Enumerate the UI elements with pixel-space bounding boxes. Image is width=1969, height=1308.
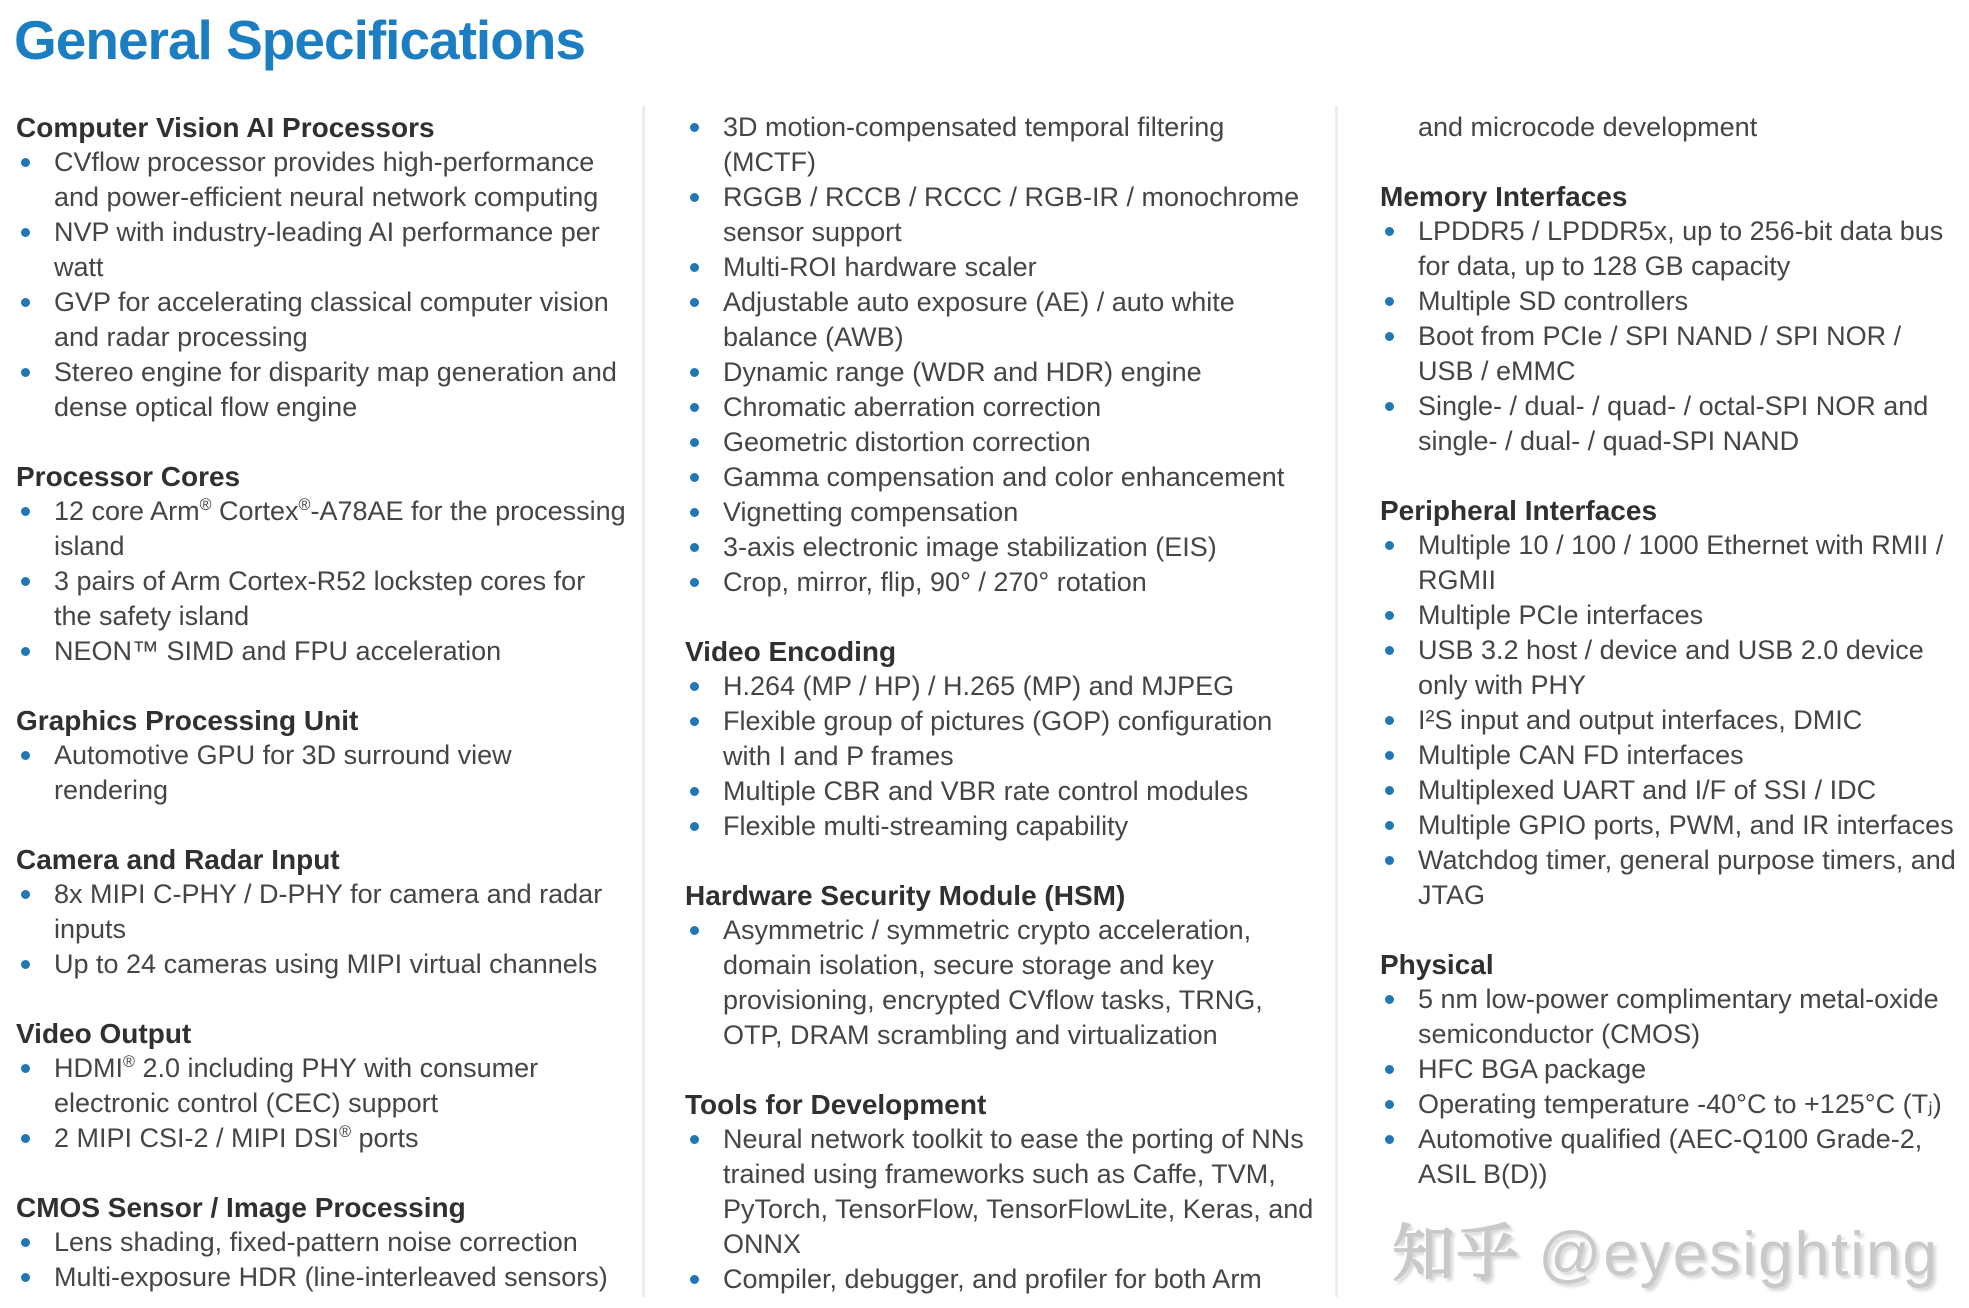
spec-item: Automotive GPU for 3D surround view rendering	[16, 738, 630, 808]
spec-item: Automotive qualified (AEC-Q100 Grade-2, ASIL B(D))	[1380, 1122, 1963, 1192]
spec-item: Vignetting compensation	[685, 495, 1323, 530]
spec-list	[16, 877, 630, 982]
spec-item: Neural network toolkit to ease the porting of NNs trained using frameworks such as Caffe, TVM, PyTorch, TensorFlow, TensorFlowLite, Keras, and ONNX	[685, 1122, 1323, 1262]
spec-item: Asymmetric / symmetric crypto acceleration, domain isolation, secure storage and key provisioning, encrypted CVflow tasks, TRNG, OTP, DRAM scrambling and virtualization	[685, 913, 1323, 1053]
section-heading: Video Encoding	[685, 636, 897, 667]
spec-item: Adjustable auto exposure (AE) / auto white balance (AWB)	[685, 285, 1323, 355]
spec-item: 3 pairs of Arm Cortex-R52 lockstep cores for the safety island	[16, 564, 630, 634]
spec-item: 8x MIPI C-PHY / D-PHY for camera and radar inputs	[16, 877, 630, 947]
spec-item: 5 nm low-power complimentary metal-oxide semiconductor (CMOS)	[1380, 982, 1963, 1052]
spec-item: NEON™ SIMD and FPU acceleration	[16, 634, 630, 669]
section-heading: Graphics Processing Unit	[16, 705, 359, 736]
spec-item: USB 3.2 host / device and USB 2.0 device only with PHY	[1380, 633, 1963, 703]
spec-list	[685, 669, 1323, 844]
spec-list	[685, 110, 1323, 600]
spec-list	[16, 1051, 630, 1156]
spec-item: Multi-exposure HDR (line-interleaved sensors)	[16, 1260, 630, 1295]
section-heading: Computer Vision AI Processors	[16, 112, 435, 143]
spec-item: Crop, mirror, flip, 90° / 270° rotation	[685, 565, 1323, 600]
spec-item: Watchdog timer, general purpose timers, and JTAG	[1380, 843, 1963, 913]
section-heading: CMOS Sensor / Image Processing	[16, 1192, 466, 1223]
spec-item: I²S input and output interfaces, DMIC	[1380, 703, 1963, 738]
spec-column-2	[645, 106, 1338, 1297]
spec-item: H.264 (MP / HP) / H.265 (MP) and MJPEG	[685, 669, 1323, 704]
spec-list	[685, 1122, 1323, 1297]
specs-grid	[0, 106, 1969, 1297]
spec-item: Multiple GPIO ports, PWM, and IR interfaces	[1380, 808, 1963, 843]
spec-list	[1380, 214, 1963, 459]
zhihu-logo: 知乎	[1392, 1220, 1521, 1289]
spec-item: Multi-ROI hardware scaler	[685, 250, 1323, 285]
section-heading: Tools for Development	[685, 1089, 987, 1120]
spec-column-3	[1338, 106, 1969, 1297]
spec-item: Stereo engine for disparity map generation and dense optical flow engine	[16, 355, 630, 425]
spec-item: Chromatic aberration correction	[685, 390, 1323, 425]
section-heading: Peripheral Interfaces	[1380, 495, 1658, 526]
spec-item: RGGB / RCCB / RCCC / RGB-IR / monochrome sensor support	[685, 180, 1323, 250]
spec-item: Compiler, debugger, and profiler for both Arm	[685, 1262, 1323, 1297]
section-heading: Physical	[1380, 949, 1494, 980]
spec-item: Geometric distortion correction	[685, 425, 1323, 460]
spec-list	[16, 145, 630, 425]
spec-item: Operating temperature -40°C to +125°C (Tⱼ)	[1380, 1087, 1963, 1122]
spec-item: Multiple CBR and VBR rate control modules	[685, 774, 1323, 809]
spec-item: Multiple CAN FD interfaces	[1380, 738, 1963, 773]
spec-item: HDMI® 2.0 including PHY with consumer electronic control (CEC) support	[16, 1051, 630, 1121]
spec-list	[1380, 982, 1963, 1192]
spec-list	[16, 1225, 630, 1295]
page-title: General Specifications	[14, 9, 585, 71]
spec-list	[16, 738, 630, 808]
spec-item: CVflow processor provides high-performance and power-efficient neural network computing	[16, 145, 630, 215]
section-heading: Camera and Radar Input	[16, 844, 340, 875]
spec-item: 3D motion-compensated temporal filtering (MCTF)	[685, 110, 1323, 180]
watermark-handle: @eyesighting	[1538, 1220, 1939, 1289]
spec-item: Dynamic range (WDR and HDR) engine	[685, 355, 1323, 390]
spec-item: Multiple 10 / 100 / 1000 Ethernet with RMII / RGMII	[1380, 528, 1963, 598]
spec-item: 2 MIPI CSI-2 / MIPI DSI® ports	[16, 1121, 630, 1156]
spec-item: Single- / dual- / quad- / octal-SPI NOR and single- / dual- / quad-SPI NAND	[1380, 389, 1963, 459]
spec-item: LPDDR5 / LPDDR5x, up to 256-bit data bus for data, up to 128 GB capacity	[1380, 214, 1963, 284]
section-heading: Memory Interfaces	[1380, 181, 1628, 212]
spec-item: HFC BGA package	[1380, 1052, 1963, 1087]
section-heading: Processor Cores	[16, 461, 241, 492]
section-heading: Video Output	[16, 1018, 192, 1049]
spec-item: Boot from PCIe / SPI NAND / SPI NOR / USB / eMMC	[1380, 319, 1963, 389]
wrapped-continuation-text: and microcode development	[1418, 112, 1758, 142]
spec-item: NVP with industry-leading AI performance per watt	[16, 215, 630, 285]
watermark	[1392, 1220, 1939, 1290]
spec-list	[685, 913, 1323, 1053]
spec-item: Flexible multi-streaming capability	[685, 809, 1323, 844]
spec-item: Multiple PCIe interfaces	[1380, 598, 1963, 633]
spec-item: Lens shading, fixed-pattern noise correction	[16, 1225, 630, 1260]
spec-list	[16, 494, 630, 669]
spec-item: Flexible group of pictures (GOP) configuration with I and P frames	[685, 704, 1323, 774]
spec-item: Up to 24 cameras using MIPI virtual channels	[16, 947, 630, 982]
spec-column-1	[0, 106, 645, 1297]
spec-item: Multiple SD controllers	[1380, 284, 1963, 319]
spec-item: Gamma compensation and color enhancement	[685, 460, 1323, 495]
spec-item: 3-axis electronic image stabilization (EIS)	[685, 530, 1323, 565]
spec-list	[1380, 528, 1963, 913]
spec-item: 12 core Arm® Cortex®-A78AE for the processing island	[16, 494, 630, 564]
spec-item: GVP for accelerating classical computer vision and radar processing	[16, 285, 630, 355]
spec-item: Multiplexed UART and I/F of SSI / IDC	[1380, 773, 1963, 808]
section-heading: Hardware Security Module (HSM)	[685, 880, 1126, 911]
